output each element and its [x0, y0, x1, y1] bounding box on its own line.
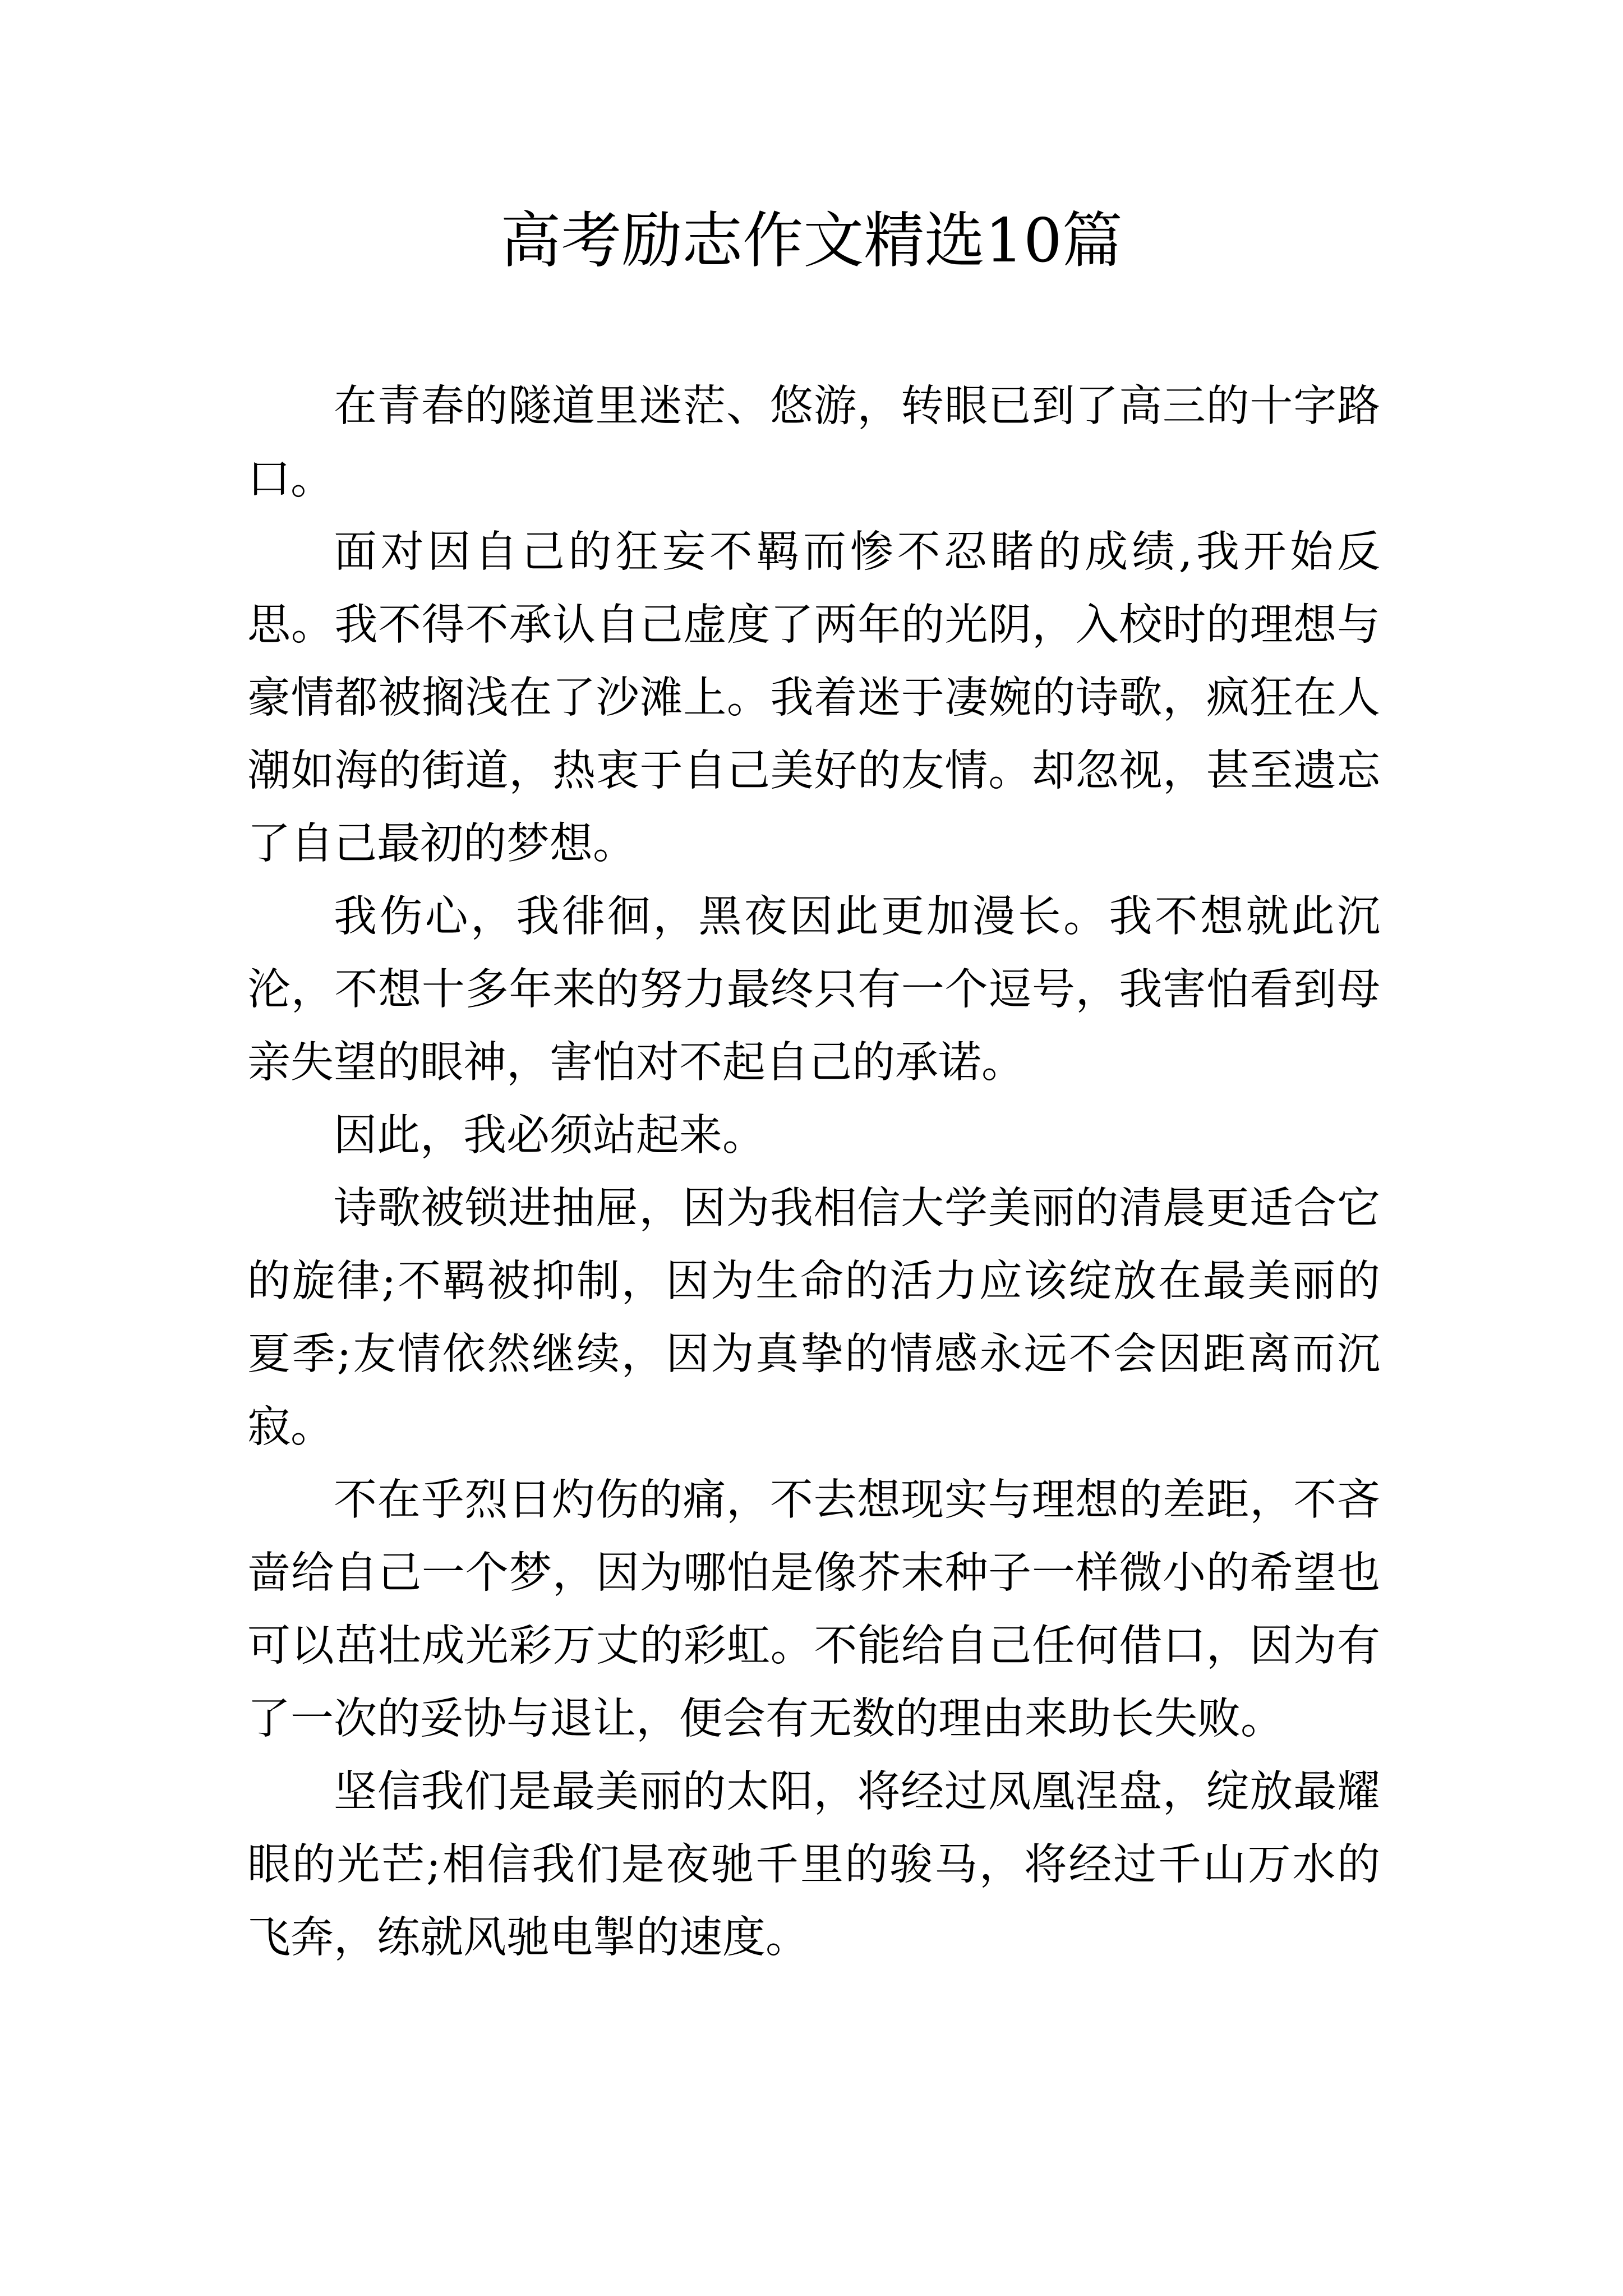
paragraph: 在青春的隧道里迷茫、悠游，转眼已到了高三的十字路口。 — [247, 381, 1380, 504]
paragraph: 因此，我必须站起来。 — [334, 1111, 766, 1161]
paragraph: 诗歌被锁进抽屉，因为我相信大学美丽的清晨更适合它的旋律;不羁被抑制，因为生命的活力应该绽放在最美丽的夏季;友情依然继续，因为真挚的情感永远不会因距离而沉寂。 — [247, 1184, 1380, 1452]
paragraph: 我伤心，我徘徊，黑夜因此更加漫长。我不想就此沉沦，不想十多年来的努力最终只有一个逗号，我害怕看到母亲失望的眼神，害怕对不起自己的承诺。 — [247, 892, 1380, 1088]
paragraph: 面对因自己的狂妄不羁而惨不忍睹的成绩,我开始反思。我不得不承认自己虚度了两年的光阴，入校时的理想与豪情都被搁浅在了沙滩上。我着迷于凄婉的诗歌，疯狂在人潮如海的街道，热衷于自己美好的友情。却忽视，甚至遗忘了自己最初的梦想。 — [247, 527, 1380, 869]
paragraph: 坚信我们是最美丽的太阳，将经过凤凰涅盘，绽放最耀眼的光芒;相信我们是夜驰千里的骏马，将经过千山万水的飞奔，练就风驰电掣的速度。 — [247, 1767, 1380, 1963]
paragraph: 不在乎烈日灼伤的痛，不去想现实与理想的差距，不吝啬给自己一个梦，因为哪怕是像芥末种子一样微小的希望也可以茁壮成光彩万丈的彩虹。不能给自己任何借口，因为有了一次的妥协与退让，便会有无数的理由来助长失败。 — [247, 1475, 1380, 1744]
document-body — [247, 370, 1380, 1975]
document-title: 高考励志作文精选10篇 — [500, 206, 1123, 276]
